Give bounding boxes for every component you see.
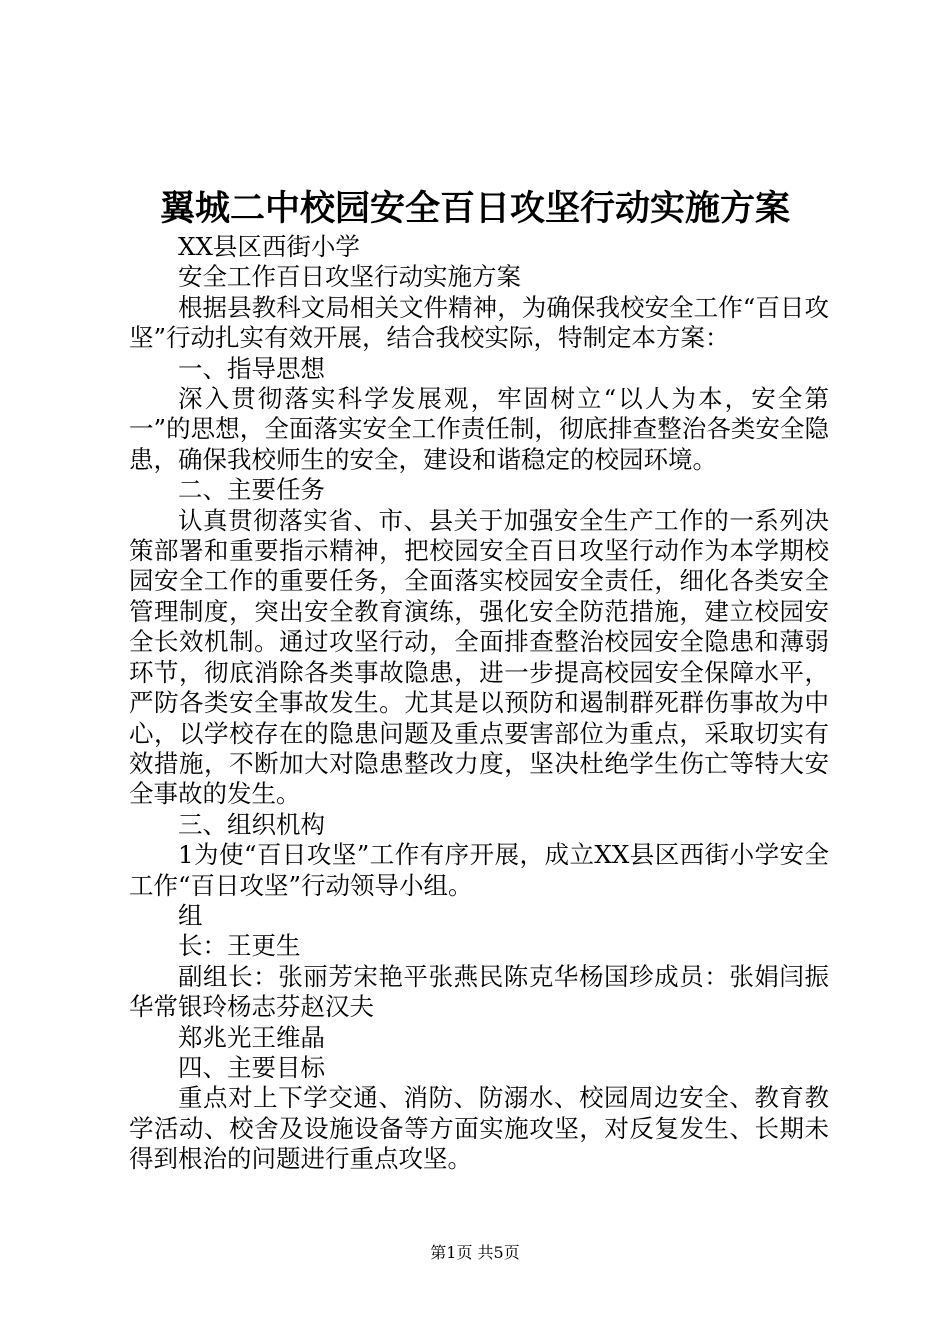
organization-paragraph: 1为使“百日攻坚”工作有序开展，成立XX县区西街小学安全工作“百日攻坚”行动领导小组。 [129,840,829,900]
guiding-thought-paragraph: 深入贯彻落实科学发展观，牢固树立“以人为本，安全第一”的思想，全面落实安全工作责任制，彻底排查整治各类安全隐患，确保我校师生的安全，建设和谐稳定的校园环境。 [129,384,829,474]
section-heading-guiding-thought: 一、指导思想 [178,353,325,383]
main-tasks-paragraph: 认真贯彻落实省、市、县关于加强安全生产工作的一系列决策部署和重要指示精神，把校园安全百日攻坚行动作为本学期校园安全工作的重要任务，全面落实校园安全责任，细化各类安全管理制度，突出安全教育演练，强化安全防范措施，建立校园安全长效机制。通过攻坚行动，全面排查整治校园安全隐患和薄弱环节，彻底消除各类事故隐患，进一步提高校园安全保障水平，严防各类安全事故发生。尤其是以预防和遏制群死群伤事故为中心，以学校存在的隐患问题及重点要害部位为重点，采取切实有效措施，不断加大对隐患整改力度，坚决杜绝学生伤亡等特大安全事故的发生。 [129,505,829,809]
deputy-leaders-paragraph: 副组长：张丽芳宋艳平张燕民陈克华杨国珍成员：张娟闫振华常银玲杨志芬赵汉夫 [129,961,829,1022]
plan-subtitle-line: 安全工作百日攻坚行动实施方案 [178,262,521,292]
main-goals-paragraph: 重点对上下学交通、消防、防溺水、校园周边安全、教育教学活动、校舍及设施设备等方面实施攻坚，对反复发生、长期未得到根治的问题进行重点攻坚。 [129,1083,829,1174]
document-title: 翼城二中校园安全百日攻坚行动实施方案 [159,188,790,229]
section-heading-main-tasks: 二、主要任务 [178,475,325,505]
document-body [129,232,829,1175]
leader-name-line: 长：王更生 [178,931,301,961]
leader-label-line: 组 [178,900,203,930]
members-continued-line: 郑兆光王维晶 [178,1022,325,1052]
section-heading-main-goals: 四、主要目标 [178,1052,325,1082]
page-number-footer: 第1页 共5页 [430,1243,520,1262]
intro-paragraph: 根据县教科文局相关文件精神，为确保我校安全工作“百日攻坚”行动扎实有效开展，结合我校实际，特制定本方案： [129,292,829,353]
section-heading-organization: 三、组织机构 [178,809,325,839]
school-name-line: XX县区西街小学 [178,232,360,261]
